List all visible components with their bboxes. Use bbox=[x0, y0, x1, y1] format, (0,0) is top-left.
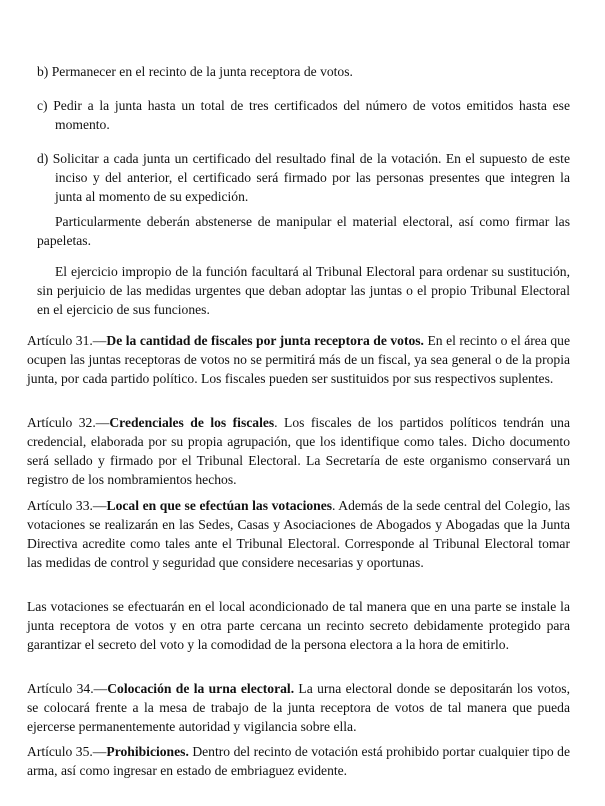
article-35 bbox=[27, 742, 570, 780]
article-text: En el recinto o el área que ocupen las juntas receptoras de votos no se permitirá más de un fiscal, ya sea general o de la propia junta, por cada partido político. Los fiscales pueden ser sustituidos por sus respectivos suplentes. bbox=[27, 333, 570, 386]
article-34 bbox=[27, 679, 570, 736]
article-label: Artículo 33.— bbox=[27, 498, 107, 513]
item-text: Permanecer en el recinto de la junta receptora de votos. bbox=[51, 64, 353, 79]
article-label: Artículo 31.— bbox=[27, 333, 107, 348]
paragraph-voting-location: Las votaciones se efectuarán en el local acondicionado de tal manera que en una parte se instale la junta receptora de votos y en otra parte cercana un recinto secreto debidamente protegido para garantizar el secreto del voto y la comodidad de la persona electora a la hora de emitirlo. bbox=[27, 599, 570, 652]
item-label: c) bbox=[37, 98, 48, 113]
article-31 bbox=[27, 331, 570, 388]
article-32 bbox=[27, 413, 570, 489]
item-label: d) bbox=[37, 151, 49, 166]
article-text: . Los fiscales de los partidos políticos tendrán una credencial, elaborada por su propia agrupación, que los identifique como tales. Dicho documento será sellado y firmado por el Tribunal Electoral. La Secretaría de este organismo conservará un registro de los nombramientos hechos. bbox=[27, 415, 570, 487]
article-title: Prohibiciones. bbox=[106, 744, 189, 759]
paragraph-improper-exercise: El ejercicio impropio de la función facultará al Tribunal Electoral para ordenar su sustitución, sin perjuicio de las medidas urgentes que deban adoptar las juntas o el propio Tribunal Electoral en el ejercicio de sus funciones. bbox=[37, 264, 570, 317]
item-label: b) bbox=[37, 64, 49, 79]
paragraph-abstain: Particularmente deberán abstenerse de manipular el material electoral, así como firmar las papeletas. bbox=[37, 214, 570, 248]
article-label: Artículo 34.— bbox=[27, 681, 108, 696]
article-text: La urna electoral donde se depositarán los votos, se colocará frente a la mesa de trabajo de la junta receptora de votos de tal manera que pueda ejercerse permanentemente autoridad y vigilancia sobre ella. bbox=[27, 681, 570, 734]
item-text: Pedir a la junta hasta un total de tres certificados del número de votos emitidos hasta ese momento. bbox=[53, 98, 570, 132]
list-item-d bbox=[37, 149, 570, 206]
article-title: Credenciales de los fiscales bbox=[109, 415, 275, 430]
list-item-b bbox=[37, 62, 570, 81]
article-text: . Además de la sede central del Colegio, las votaciones se realizarán en las Sedes, Casas y Asociaciones de Abogados y Abogadas que la Junta Directiva acredite como tales ante el Tribunal Electoral. Corresponde al Tribunal Electoral tomar las medidas de control y seguridad que considere necesarias y oportunas. bbox=[27, 498, 570, 570]
article-text: Dentro del recinto de votación está prohibido portar cualquier tipo de arma, así como ingresar en estado de embriaguez evidente. bbox=[27, 744, 570, 778]
article-title: De la cantidad de fiscales por junta receptora de votos. bbox=[106, 333, 424, 348]
article-33 bbox=[27, 496, 570, 572]
article-title: Colocación de la urna electoral. bbox=[107, 681, 295, 696]
list-item-c bbox=[37, 96, 570, 134]
article-label: Artículo 32.— bbox=[27, 415, 110, 430]
item-text: Solicitar a cada junta un certificado del resultado final de la votación. En el supuesto de este inciso y del anterior, el certificado será firmado por las personas presentes que integren la junta al momento de su expedición. bbox=[52, 151, 570, 204]
article-title: Local en que se efectúan las votaciones bbox=[106, 498, 333, 513]
article-label: Artículo 35.— bbox=[27, 744, 107, 759]
